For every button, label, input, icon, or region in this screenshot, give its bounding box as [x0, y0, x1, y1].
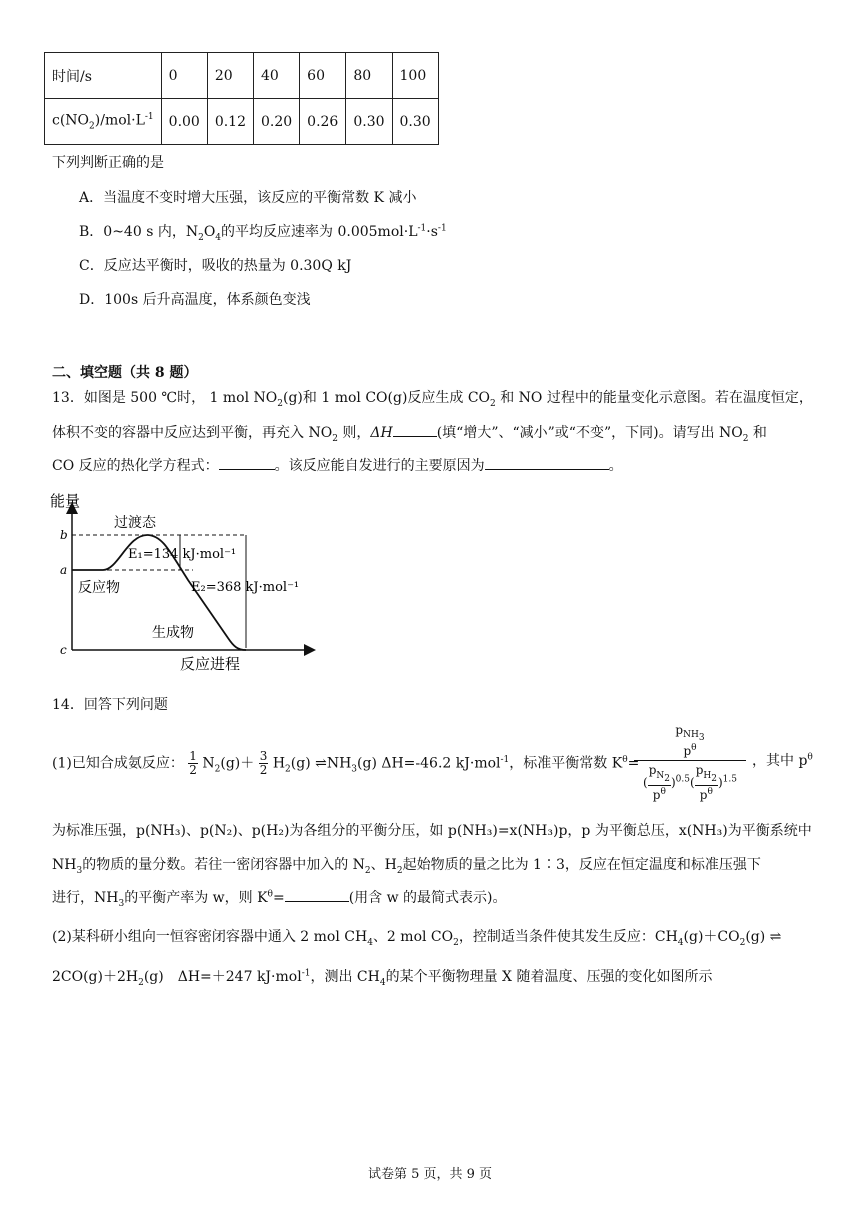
k-theta-formula: $p_{NH_3}$ $p^\theta$ ( $\frac{p_{N_2}}{p^\theta}$ )$^{0.5}$( $\frac{p_{H_2}}{p^\theta}$ )$^{1.5}$: [634, 723, 746, 802]
question-stem: 下列判断正确的是: [52, 155, 164, 171]
y-axis-label: 能量: [50, 492, 81, 510]
table-cell: 时间/s: [45, 53, 162, 99]
e1-label: E₁=134 kJ·mol⁻¹: [128, 547, 237, 562]
label-c: c: [60, 643, 67, 657]
e2-label: E₂=368 kJ·mol⁻¹: [191, 580, 300, 595]
fraction: $\frac{3}{2}$: [259, 749, 268, 777]
table-cell: 0.00: [161, 99, 207, 145]
q13-line-3: CO 反应的热化学方程式： 。该反应能自发进行的主要原因为 。: [52, 458, 623, 474]
option-d: D．100s 后升高温度，体系颜色变浅: [79, 292, 311, 308]
fraction: $\frac{1}{2}$: [189, 749, 197, 777]
option-c: C．反应达平衡时，吸收的热量为 0.30Q kJ: [79, 258, 352, 274]
label-a: a: [60, 563, 68, 577]
option-a: A．当温度不变时增大压强，该反应的平衡常数 K 减小: [79, 190, 417, 206]
q14-part2-line1: (2)某科研小组向一恒容密闭容器中通入 2 mol $CH_4$、2 mol $CO_2$，控制适当条件使其发生反应：$CH_4(g)+CO_2(g)$ ⇌: [52, 929, 782, 948]
q14-line3: $NH_3$的物质的量分数。若往一密闭容器中加入的 $N_2$、$H_2$起始物质的量之比为 1∶3，反应在恒定温度和标准压强下: [52, 857, 761, 876]
q14-part1-tail: ，其中 $p^\theta$: [752, 752, 813, 769]
q14-title: 14．回答下列问题: [52, 697, 168, 713]
table-cell: 0: [161, 53, 207, 99]
energy-diagram: [48, 490, 318, 675]
table-cell: 60: [300, 53, 346, 99]
table-cell: 20: [207, 53, 253, 99]
q14-line4: 进行，$NH_3$的平衡产率为 w，则 $K^\theta=$ (用含 w 的最简式表示)。: [52, 889, 507, 909]
q14-line2: 为标准压强，p(NH₃)、p(N₂)、p(H₂)为各组分的平衡分压，如 p(NH₃)=x(NH₃)p，p 为平衡总压，x(NH₃)为平衡系统中: [52, 823, 812, 839]
label-b: b: [60, 528, 68, 542]
option-b: B．0~40 s 内，$N_2O_4$的平均反应速率为 $0.005mol\cdot L^{-1}\cdot s^{-1}$: [79, 223, 447, 243]
table-cell: 0.12: [207, 99, 253, 145]
table-cell: 80: [346, 53, 392, 99]
table-row: [45, 53, 439, 99]
table-cell: 0.30: [346, 99, 392, 145]
q13-line-2: 体积不变的容器中反应达到平衡，再充入 $NO_2$ 则，ΔH (填“增大”、“减小”或“不变”，下同)。请写出 $NO_2$ 和: [52, 425, 767, 444]
transition-state-label: 过渡态: [114, 515, 156, 531]
q13-line-1: 13．如图是 500 ℃时， 1 mol $NO_2(g)$和 1 mol CO(g)反应生成 $CO_2$ 和 NO 过程中的能量变化示意图。若在温度恒定，: [52, 390, 813, 409]
table-cell: 0.26: [300, 99, 346, 145]
x-axis-label: 反应进程: [180, 655, 241, 673]
table-cell: 100: [392, 53, 438, 99]
q14-part2-line2: $2CO(g)+2H_2(g)$ ΔH=＋247 kJ·mol$^{-1}$，测出 $CH_4$的某个平衡物理量 X 随着温度、压强的变化如图所示: [52, 968, 713, 988]
page-footer: 试卷第 5 页，共 9 页: [367, 1167, 493, 1182]
q14-part1-line1: (1)已知合成氨反应： $\frac{1}{2}$ $N_2(g)+$ $\frac{3}{2}$ $H_2(g)$ $\rightleftharpoons NH_3(g)$ ΔH=-46.2 kJ·mol$^{-1}$，标准平衡常数 $K^\theta=$: [52, 749, 640, 777]
table-cell: 40: [254, 53, 300, 99]
reactants-label: 反应物: [78, 580, 120, 596]
section-heading: 二、填空题（共 8 题）: [52, 365, 198, 381]
table-cell: 0.30: [392, 99, 438, 145]
table-cell: $c(NO_2)/mol\cdot L^{-1}$: [45, 99, 162, 145]
data-table: [44, 52, 439, 145]
products-label: 生成物: [152, 625, 194, 641]
table-row: [45, 99, 439, 145]
table-cell: 0.20: [254, 99, 300, 145]
